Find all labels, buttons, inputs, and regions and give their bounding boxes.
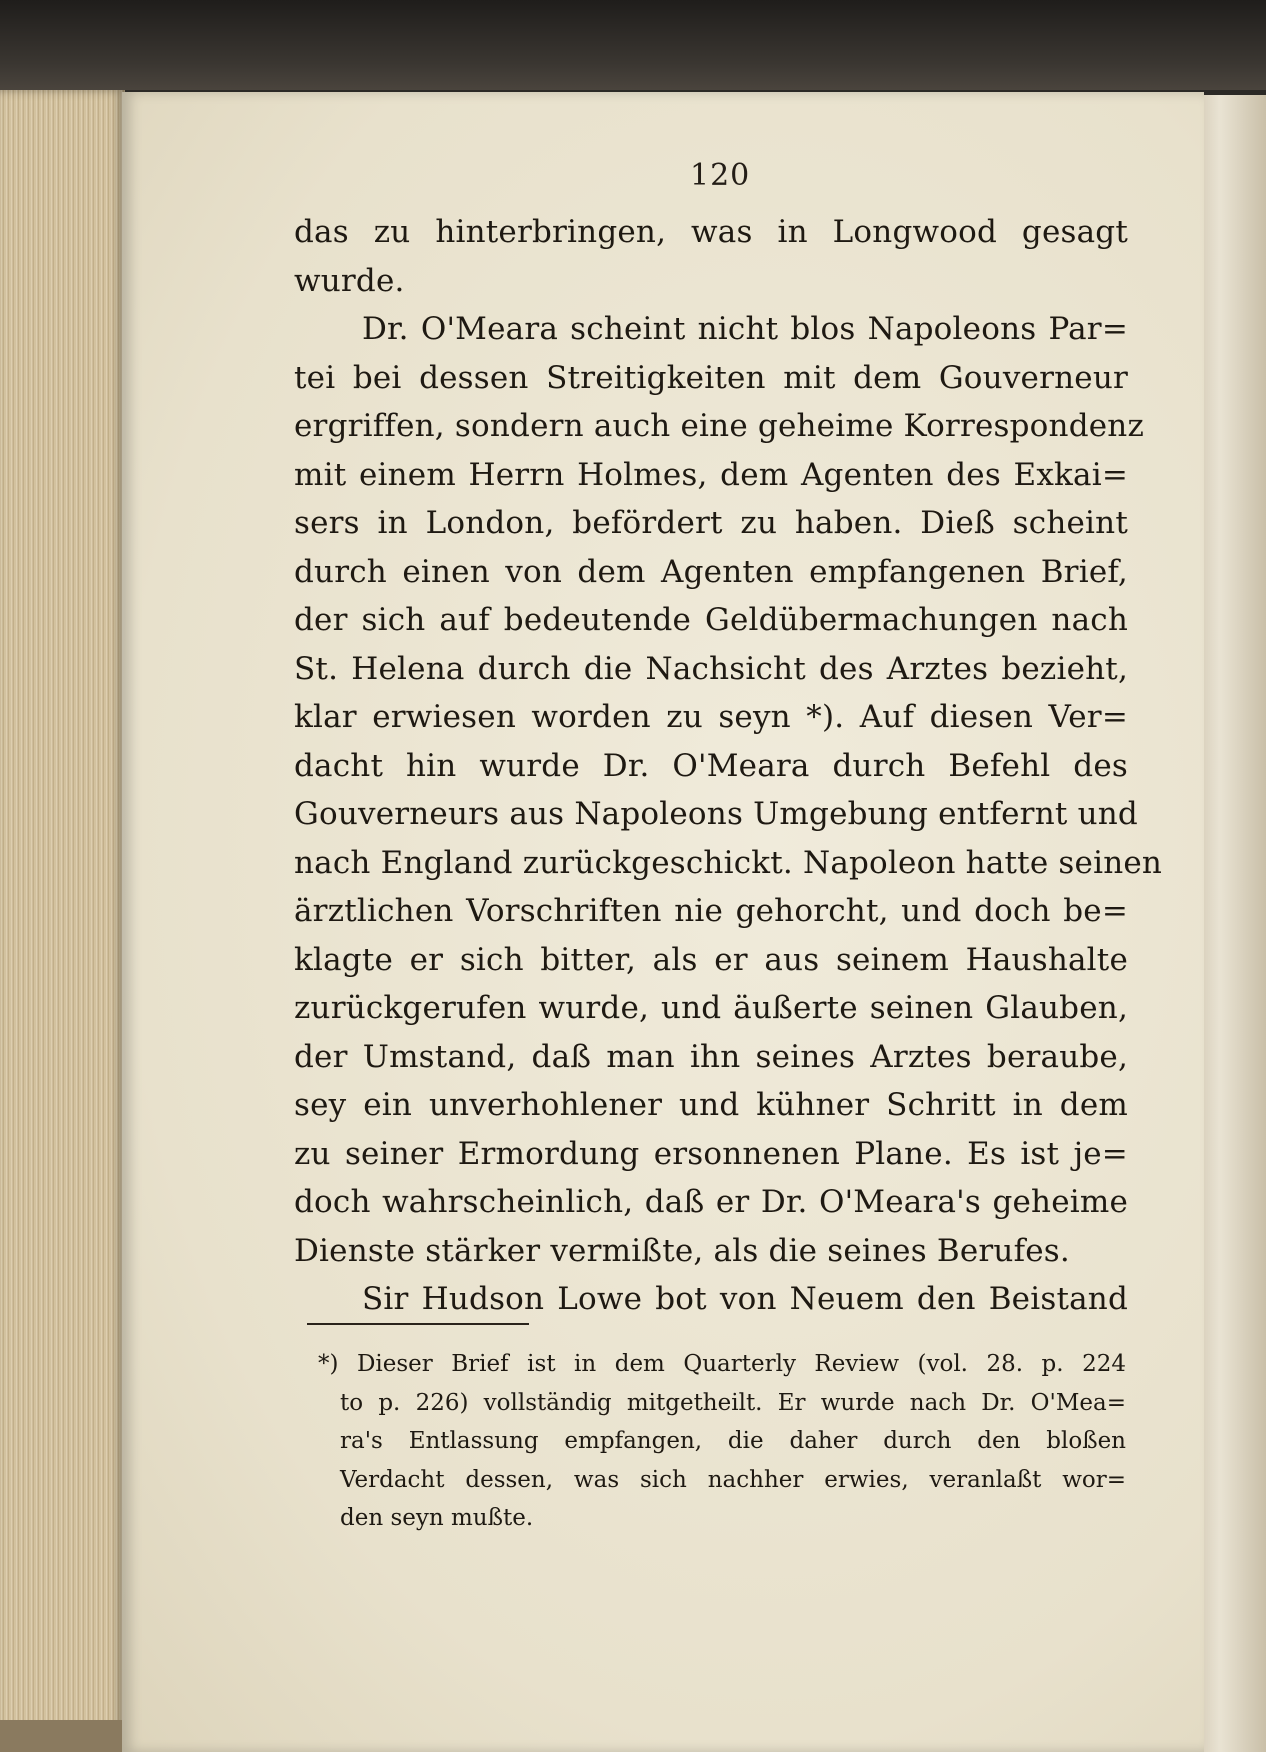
book-cover-edge <box>0 1720 125 1752</box>
text-line: tei bei dessen Streitigkeiten mit dem Gouverneur <box>294 359 1128 396</box>
text-line: Dr. O'Meara scheint nicht blos Napoleons Par= <box>362 311 1128 347</box>
text-line: ergriffen, sondern auch eine geheime Korrespondenz <box>294 408 1144 444</box>
text-line: dacht hin wurde Dr. O'Meara durch Befehl des <box>294 747 1128 784</box>
text-line: zu seiner Ermordung ersonnenen Plane. Es ist je= <box>294 1135 1128 1172</box>
page-number: 120 <box>690 158 751 193</box>
text-line: das zu hinterbringen, was in Longwood gesagt <box>294 214 1128 250</box>
text-line: durch einen von dem Agenten empfangenen Brief, <box>294 553 1128 590</box>
footnote <box>318 1345 1126 1538</box>
footnote-line: Verdacht dessen, was sich nachher erwies, veranlaßt wor= <box>340 1466 1126 1493</box>
body-text <box>294 208 1163 1324</box>
text-line: sers in London, befördert zu haben. Dieß scheint <box>294 505 1128 541</box>
text-line: Gouverneurs aus Napoleons Umgebung entfernt und <box>294 796 1138 832</box>
text-line: Dienste stärker vermißte, als die seines Berufes. <box>294 1232 1070 1269</box>
footnote-divider <box>307 1323 529 1325</box>
footnote-line: *) Dieser Brief ist in dem Quarterly Review (vol. 28. p. 224 <box>318 1351 1126 1377</box>
footnote-line: den seyn mußte. <box>340 1505 534 1531</box>
text-line: der Umstand, daß man ihn seines Arztes beraube, <box>294 1038 1128 1075</box>
footnote-line: to p. 226) vollständig mitgetheilt. Er wurde nach Dr. O'Mea= <box>340 1389 1126 1416</box>
text-line: sey ein unverhohlener und kühner Schritt in dem <box>294 1087 1128 1123</box>
text-line: Sir Hudson Lowe bot von Neuem den Beistand <box>362 1281 1128 1317</box>
facing-page-edge <box>1200 95 1266 1752</box>
text-line: ärztlichen Vorschriften nie gehorcht, und doch be= <box>294 893 1128 929</box>
text-line: klagte er sich bitter, als er aus seinem Haushalte <box>294 941 1128 978</box>
text-line: nach England zurückgeschickt. Napoleon hatte seinen <box>294 844 1163 881</box>
text-line: klar erwiesen worden zu seyn *). Auf diesen Ver= <box>294 699 1128 735</box>
text-line: der sich auf bedeutende Geldübermachungen nach <box>294 602 1128 638</box>
text-line: wurde. <box>294 262 405 299</box>
text-line: doch wahrscheinlich, daß er Dr. O'Meara's geheime <box>294 1184 1128 1220</box>
scan-background-top <box>0 0 1266 90</box>
text-line: zurückgerufen wurde, und äußerte seinen Glauben, <box>294 990 1128 1026</box>
page-edges-left <box>0 90 125 1752</box>
footnote-line: ra's Entlassung empfangen, die daher durch den bloßen <box>340 1428 1126 1454</box>
text-line: St. Helena durch die Nachsicht des Arztes bezieht, <box>294 650 1128 687</box>
text-line: mit einem Herrn Holmes, dem Agenten des Exkai= <box>294 456 1128 493</box>
